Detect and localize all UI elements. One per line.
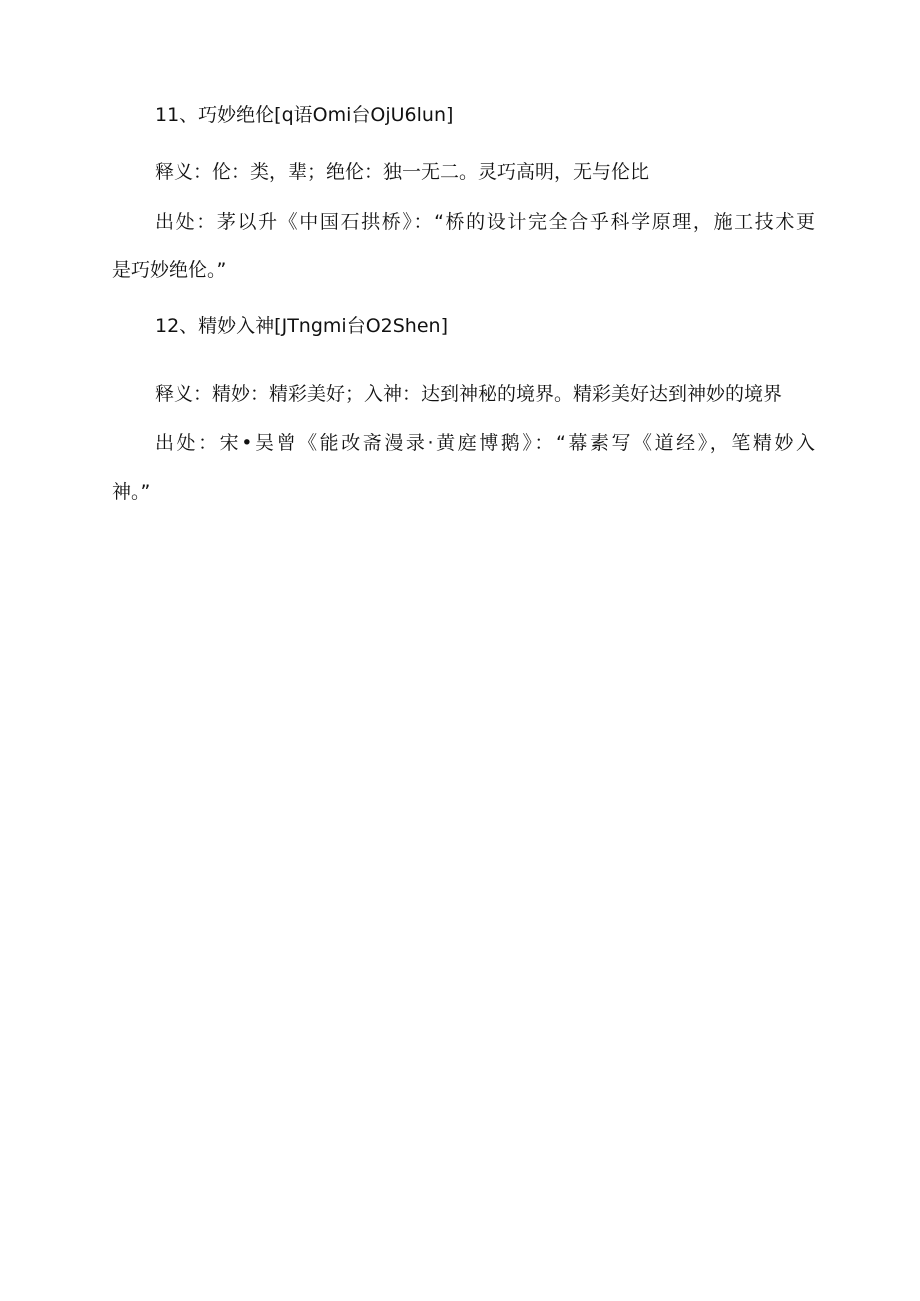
entry-meaning: 释义：精妙：精彩美好；入神：达到神秘的境界。精彩美好达到神妙的境界 — [155, 383, 783, 405]
entry-source-continuation: 是巧妙绝伦。” — [112, 259, 227, 281]
entry-meaning: 释义：伦：类，辈；绝伦：独一无二。灵巧高明，无与伦比 — [155, 161, 650, 183]
entry-source: 出处：茅以升《中国石拱桥》：“桥的设计完全合乎科学原理，施工技术更 — [155, 211, 815, 233]
entry-source: 出处：宋•吴曾《能改斋漫录·黄庭博鹅》：“幕素写《道经》，笔精妙入 — [155, 432, 815, 454]
entry-heading: 11、巧妙绝伦[q语Omi台OjU6lun] — [155, 104, 454, 126]
entry-source-continuation: 神。” — [112, 481, 151, 503]
entry-heading: 12、精妙入神[JTngmi台O2Shen] — [155, 315, 448, 337]
